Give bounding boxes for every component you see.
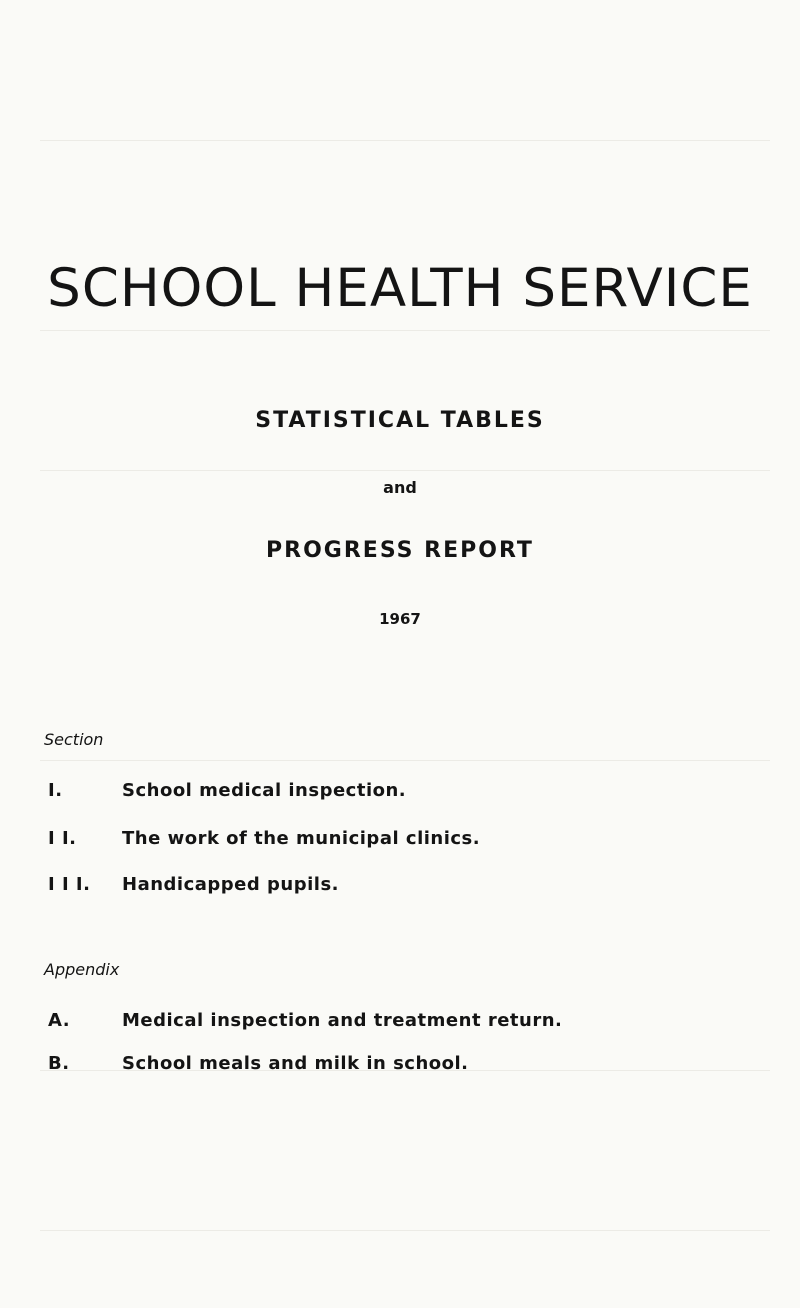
section-item (0, 780, 800, 804)
section-item (0, 828, 800, 852)
section-number: I. (48, 780, 63, 801)
appendix-letter: A. (48, 1010, 71, 1031)
report-title: PROGRESS REPORT (266, 538, 534, 563)
conjunction-text: and (383, 478, 417, 497)
section-heading: Section (44, 730, 104, 749)
appendix-letter: B. (48, 1053, 70, 1074)
section-text: School medical inspection. (122, 780, 407, 801)
report-year: 1967 (379, 610, 421, 628)
section-text: The work of the municipal clinics. (122, 828, 481, 849)
section-text: Handicapped pupils. (122, 874, 340, 895)
section-item (0, 874, 800, 898)
appendix-item (0, 1053, 800, 1077)
page-title: SCHOOL HEALTH SERVICE (47, 258, 753, 319)
appendix-item (0, 1010, 800, 1034)
section-number: I I I. (48, 874, 91, 895)
subtitle: STATISTICAL TABLES (255, 408, 545, 433)
appendix-text: Medical inspection and treatment return. (122, 1010, 563, 1031)
appendix-text: School meals and milk in school. (122, 1053, 469, 1074)
appendix-heading: Appendix (44, 960, 120, 979)
section-number: I I. (48, 828, 77, 849)
